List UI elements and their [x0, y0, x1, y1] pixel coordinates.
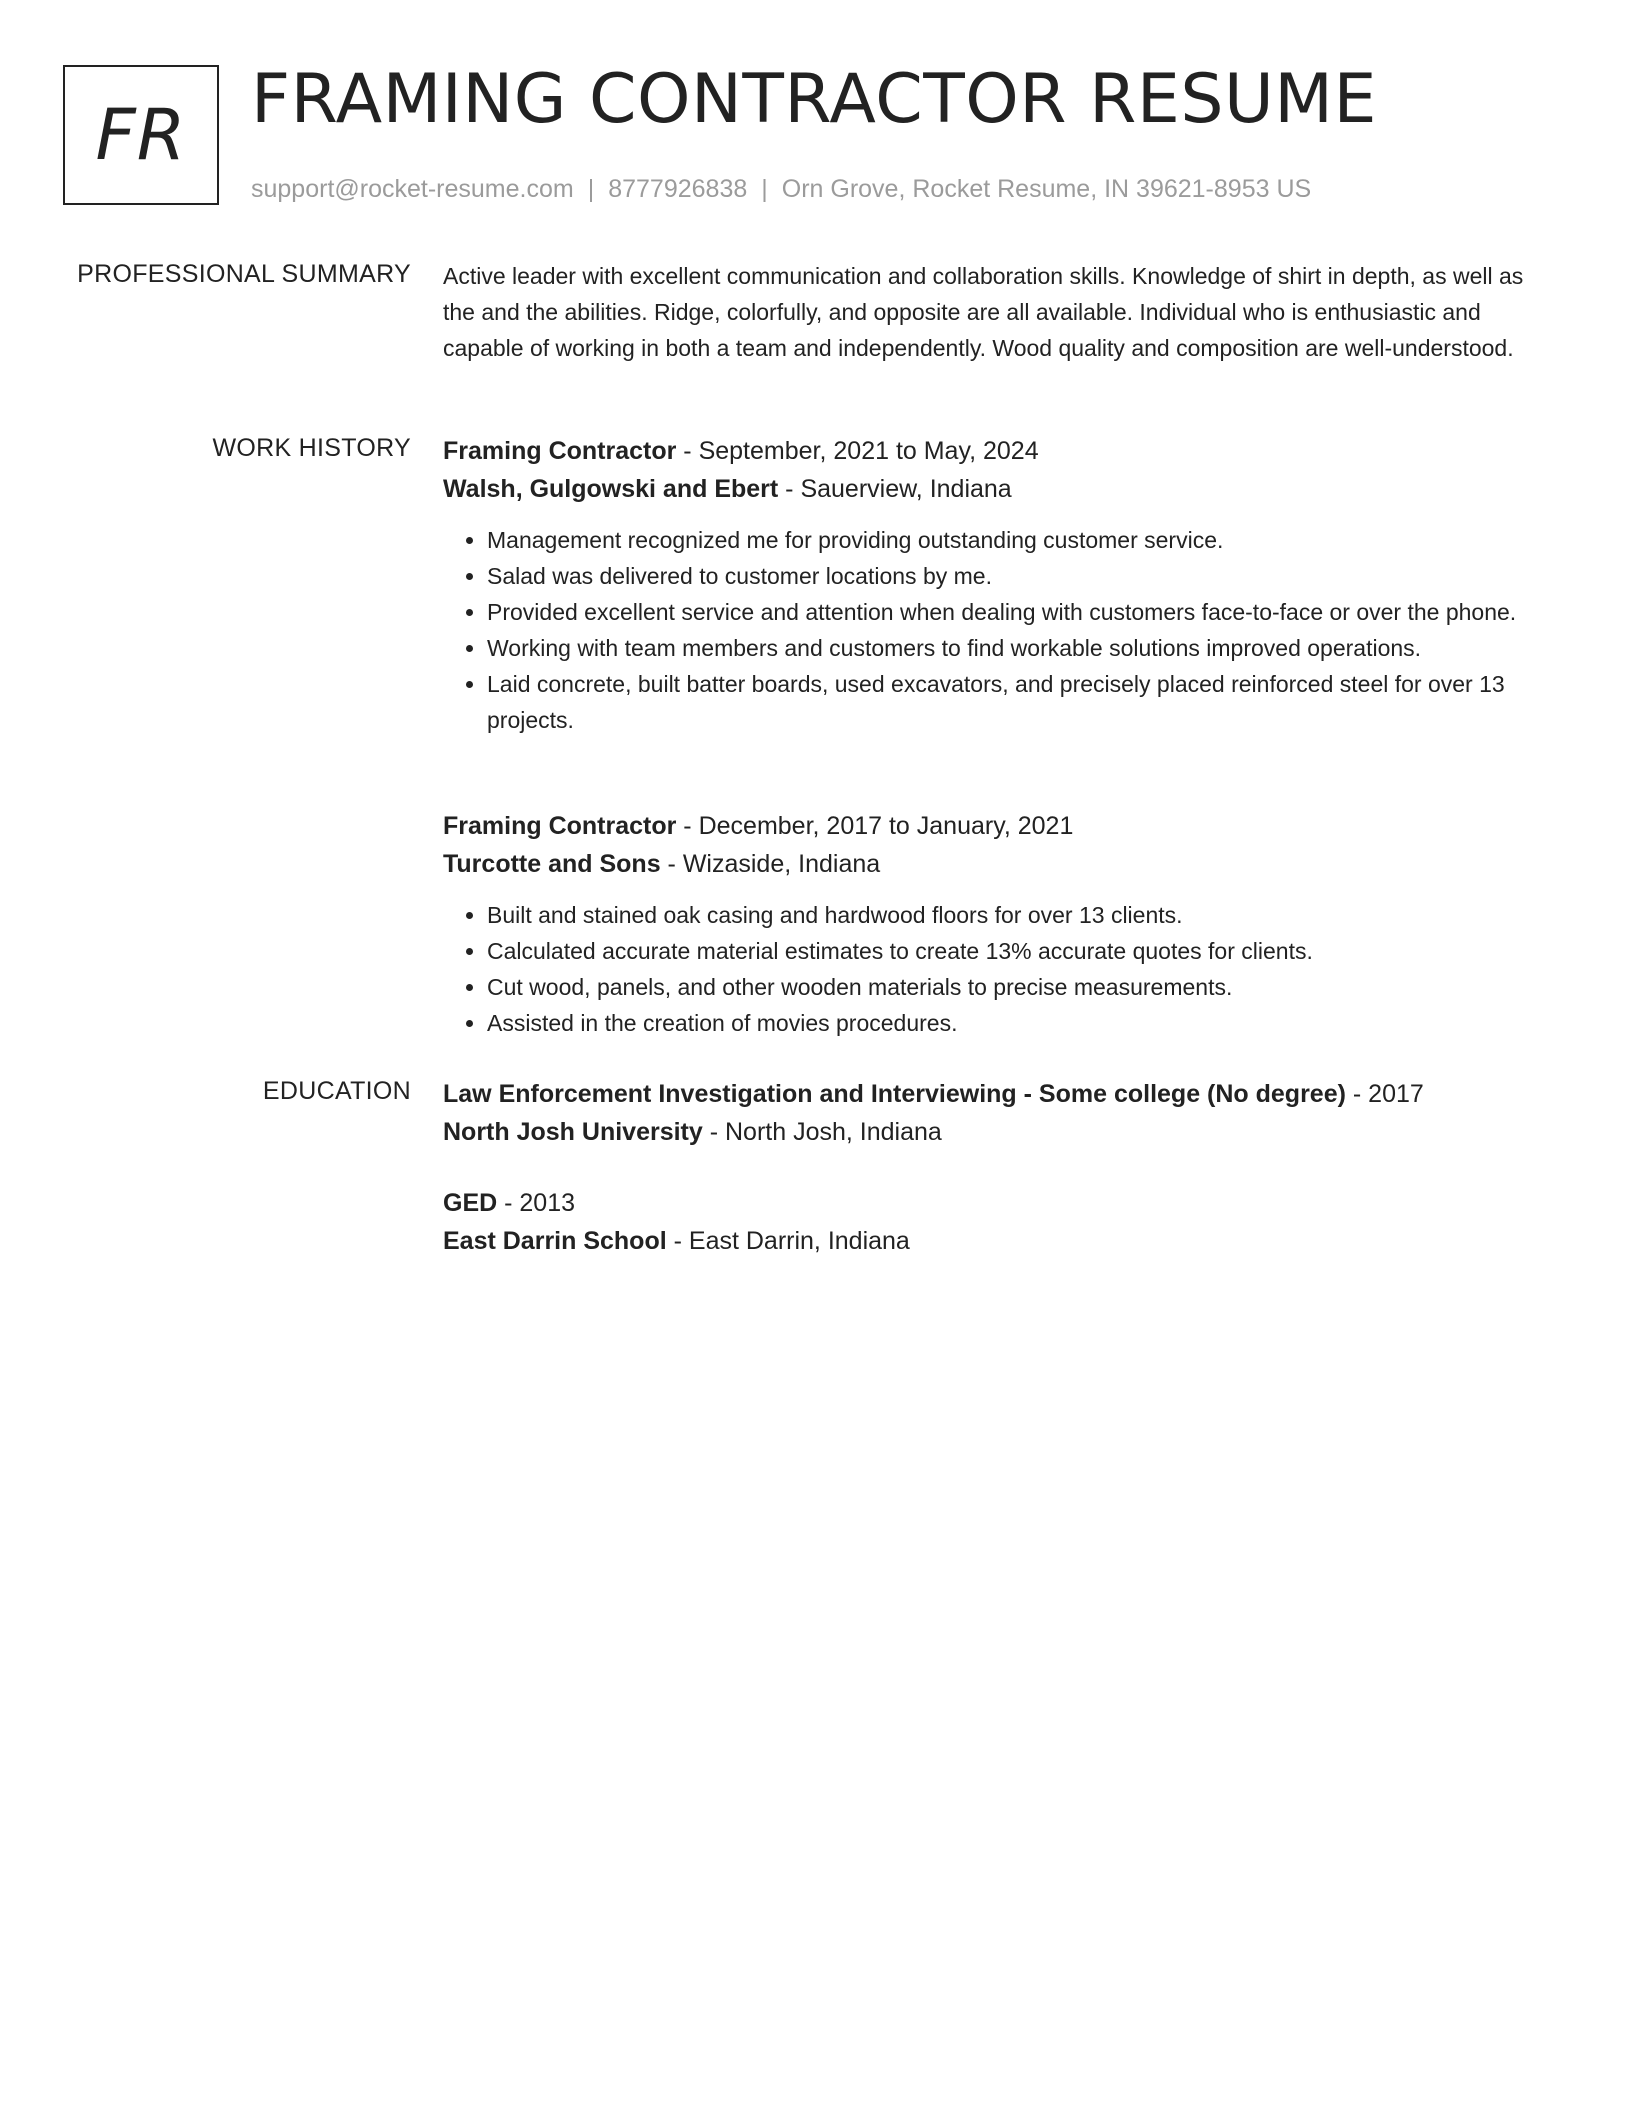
dash: - [702, 1118, 725, 1146]
job-dates: December, 2017 to January, 2021 [698, 812, 1074, 840]
school-line [443, 1222, 1555, 1260]
summary-text: Active leader with excellent communication and collaboration skills. Knowledge of shirt in depth, as well as the and the abilities. Ridge, colorfully, and opposite are all available. Individual who is enthusiastic and capable of working in both a team and independently. Wood quality and composition are well-understood. [443, 263, 1524, 361]
page-title: FRAMING CONTRACTOR RESUME [251, 60, 1377, 139]
monogram-box [63, 65, 219, 205]
dash: - [497, 1189, 520, 1217]
job-company-line [443, 470, 1555, 508]
education-entry [443, 1075, 1555, 1151]
degree-year: 2017 [1368, 1080, 1424, 1108]
degree-line [443, 1075, 1555, 1113]
contact-email: support@rocket-resume.com [251, 175, 574, 203]
list-item: • Working with team members and customers to find workable solutions improved operations. [487, 630, 1555, 666]
dash: - [676, 812, 699, 840]
job-company: Walsh, Gulgowski and Ebert [443, 475, 779, 503]
degree: Law Enforcement Investigation and Interviewing - Some college (No degree) [443, 1080, 1346, 1108]
job-bullets [443, 522, 1555, 738]
dash: - [676, 437, 699, 465]
job-title-line [443, 807, 1555, 845]
degree-line [443, 1184, 1555, 1222]
job-location: Sauerview, Indiana [800, 475, 1012, 503]
list-item: • Assisted in the creation of movies procedures. [487, 1005, 1555, 1041]
job-entry [443, 432, 1555, 738]
job-title: Framing Contractor [443, 437, 677, 465]
dash: - [666, 1227, 689, 1255]
list-item: • Management recognized me for providing outstanding customer service. [487, 522, 1555, 558]
job-entry [443, 807, 1555, 1041]
job-bullets [443, 897, 1555, 1041]
job-title: Framing Contractor [443, 812, 677, 840]
dash: - [778, 475, 801, 503]
school-line [443, 1113, 1555, 1151]
school: East Darrin School [443, 1227, 667, 1255]
job-title-line [443, 432, 1555, 470]
section-heading-education: EDUCATION [262, 1077, 411, 1105]
section-heading-work-history: WORK HISTORY [212, 434, 411, 462]
job-location: Wizaside, Indiana [682, 850, 881, 878]
dash: - [660, 850, 683, 878]
summary-body [443, 258, 1555, 366]
education-entry [443, 1184, 1555, 1260]
list-item: • Calculated accurate material estimates to create 13% accurate quotes for clients. [487, 933, 1555, 969]
degree-year: 2013 [519, 1189, 576, 1217]
school-location: East Darrin, Indiana [688, 1227, 910, 1255]
contact-line [251, 173, 1311, 205]
list-item: • Laid concrete, built batter boards, used excavators, and precisely placed reinforced steel for over 13 projects. [487, 666, 1555, 738]
list-item: • Cut wood, panels, and other wooden materials to precise measurements. [487, 969, 1555, 1005]
school: North Josh University [443, 1118, 703, 1146]
contact-separator: | [587, 175, 595, 203]
degree: GED [443, 1189, 498, 1217]
contact-phone: 8777926838 [608, 175, 748, 203]
job-company: Turcotte and Sons [443, 850, 661, 878]
list-item: • Built and stained oak casing and hardwood floors for over 13 clients. [487, 897, 1555, 933]
list-item: • Salad was delivered to customer locations by me. [487, 558, 1555, 594]
school-location: North Josh, Indiana [725, 1118, 942, 1146]
section-heading-summary: PROFESSIONAL SUMMARY [77, 260, 411, 288]
dash: - [1345, 1080, 1369, 1108]
job-dates: September, 2021 to May, 2024 [698, 437, 1039, 465]
contact-address: Orn Grove, Rocket Resume, IN 39621-8953 US [781, 175, 1312, 203]
list-item: • Provided excellent service and attention when dealing with customers face-to-face or over the phone. [487, 594, 1555, 630]
monogram-initials: FR [95, 94, 187, 176]
job-company-line [443, 845, 1555, 883]
contact-separator: | [761, 175, 768, 203]
